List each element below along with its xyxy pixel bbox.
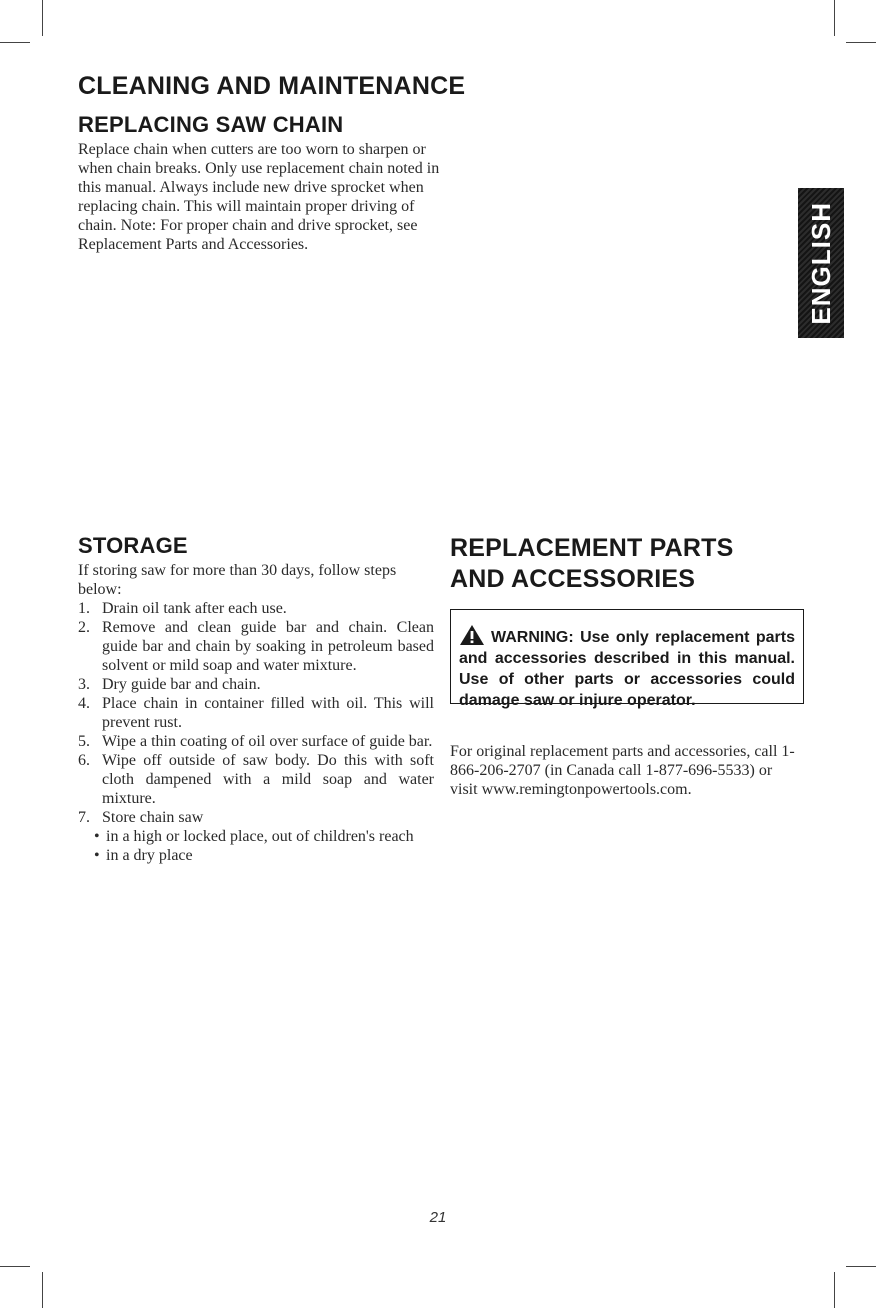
- crop-mark: [846, 42, 876, 43]
- parts-heading-line2: AND ACCESSORIES: [450, 565, 696, 593]
- replacement-parts-section: [450, 533, 804, 799]
- list-item: 3. Dry guide bar and chain.: [78, 676, 261, 693]
- crop-mark: [0, 42, 30, 43]
- bullet-item: • in a high or locked place, out of children's reach: [94, 828, 414, 845]
- crop-mark: [834, 0, 835, 36]
- storage-section: [78, 533, 434, 865]
- replacing-chain-body: Replace chain when cutters are too worn to sharpen or when chain breaks. Only use replacement chain noted in this manual. Always include new drive sprocket when replacing chain. This will maintain proper driving of chain. Note: For proper chain and drive sprocket, see Replacement Parts and Accessories.: [78, 141, 440, 253]
- parts-heading-line1: REPLACEMENT PARTS: [450, 534, 734, 562]
- warning-box: [450, 609, 804, 709]
- parts-body: For original replacement parts and accessories, call 1-866-206-2707 (in Canada call 1-877-696-5533) or visit www.remingtonpowertools.com.: [450, 743, 795, 798]
- replacing-chain-heading: REPLACING SAW CHAIN: [78, 112, 344, 137]
- list-item: 4. Place chain in container filled with oil. This will prevent rust.: [78, 695, 434, 731]
- replacing-chain-section: [78, 112, 458, 254]
- bullet-item: • in a dry place: [94, 847, 193, 864]
- crop-mark: [846, 1266, 876, 1267]
- crop-mark: [42, 0, 43, 36]
- page-number: 21: [429, 1209, 447, 1226]
- storage-intro: If storing saw for more than 30 days, follow steps below:: [78, 562, 397, 598]
- language-tab: [798, 188, 844, 338]
- list-item: 5. Wipe a thin coating of oil over surface of guide bar.: [78, 733, 433, 750]
- warning-text: WARNING: Use only replacement parts and accessories described in this manual. Use of other parts or accessories could damage saw or injure operator.: [459, 629, 795, 709]
- list-item: 2. Remove and clean guide bar and chain. Clean guide bar and chain by soaking in petroleum based solvent or mild soap and water mixture.: [78, 619, 434, 674]
- crop-mark: [42, 1272, 43, 1308]
- language-tab-label: ENGLISH: [805, 201, 836, 325]
- crop-mark: [834, 1272, 835, 1308]
- warning-triangle-icon: [459, 624, 485, 646]
- list-item: 6. Wipe off outside of saw body. Do this with soft cloth dampened with a mild soap and water mixture.: [78, 752, 434, 807]
- storage-bullets: [78, 827, 434, 865]
- main-heading: CLEANING AND MAINTENANCE: [78, 72, 466, 100]
- storage-steps: [78, 599, 434, 827]
- crop-mark: [0, 1266, 30, 1267]
- list-item: 7. Store chain saw: [78, 809, 204, 826]
- storage-heading: STORAGE: [78, 533, 188, 558]
- list-item: 1. Drain oil tank after each use.: [78, 600, 287, 617]
